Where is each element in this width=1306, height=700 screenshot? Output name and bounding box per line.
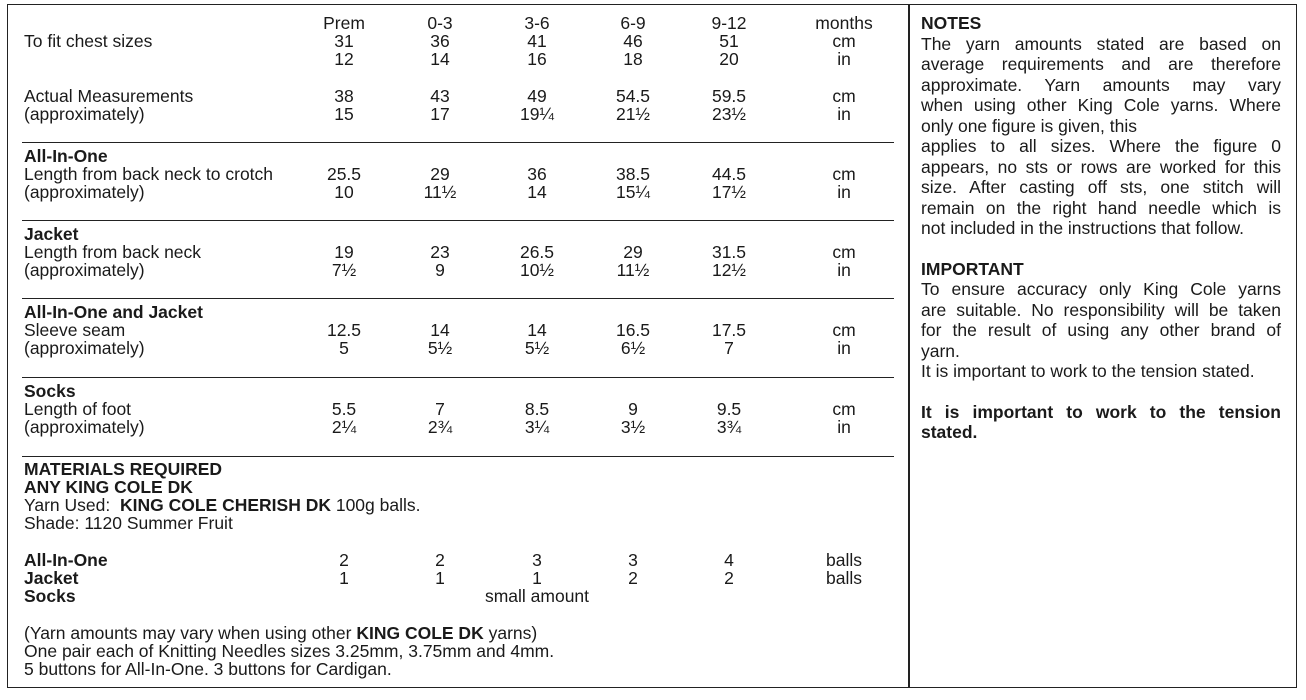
divider-4 — [22, 377, 894, 378]
notes-line: average requirements and are therefore — [921, 54, 1281, 74]
jacket-in-value: 7½ — [331, 260, 357, 280]
sleeve-in-value: 5 — [339, 338, 349, 358]
allinone-cm-value: 38.5 — [615, 164, 651, 184]
sleeve-in-value: 5½ — [524, 338, 550, 358]
actual-label1: Actual Measurements — [24, 86, 194, 106]
important-line: are suitable. No responsibility will be taken — [921, 299, 1281, 320]
jacket-cm-value: 19 — [334, 242, 354, 262]
sleeve-cm-value: 14 — [430, 320, 450, 340]
jacket-balls-value: 1 — [435, 568, 445, 588]
allinone-in-value: 14 — [527, 182, 547, 202]
chest-cm-value: 51 — [719, 31, 739, 51]
socks-in-value: 2¾ — [427, 417, 453, 437]
allinone-cm-value: 44.5 — [711, 164, 747, 184]
socks-cm-unit: cm — [832, 399, 856, 419]
chest-cm-unit: cm — [832, 31, 856, 51]
jacket-in-value: 11½ — [616, 260, 650, 280]
sleeve-heading: All-In-One and Jacket — [24, 302, 203, 322]
sleeve-cm-value: 14 — [527, 320, 547, 340]
jacket-balls-value: 2 — [628, 568, 638, 588]
notes-line: approximate. Yarn amounts may vary — [921, 74, 1281, 95]
sleeve-cm-value: 17.5 — [711, 320, 747, 340]
size-header: 6-9 — [620, 13, 646, 33]
jacket-in-unit: in — [837, 260, 851, 280]
actual-cm-value: 49 — [527, 86, 547, 106]
materials-subheading: ANY KING COLE DK — [24, 477, 193, 497]
allinone-in-value: 17½ — [711, 182, 747, 202]
notes-line: The yarn amounts stated are based on — [921, 33, 1281, 54]
notes-heading: NOTES — [921, 13, 982, 33]
actual-in-value: 17 — [430, 104, 450, 124]
allinone-balls-value: 3 — [532, 550, 542, 570]
tension-bold-word: stated — [921, 422, 973, 442]
size-header: Prem — [323, 13, 365, 33]
socks-small-amount: small amount — [484, 586, 590, 606]
balls-jacket-label: Jacket — [24, 568, 79, 588]
divider-5 — [22, 456, 894, 457]
notes-line: appears, no sts or rows are worked for this — [921, 156, 1281, 177]
shade: Shade: 1120 Summer Fruit — [24, 513, 233, 533]
allinone-in-value: 11½ — [423, 182, 457, 202]
sleeve-in-value: 5½ — [427, 338, 453, 358]
yarn-suffix: 100g balls. — [335, 495, 421, 515]
notes-line: applies to all sizes. Where the figure 0 — [921, 136, 1281, 156]
notes-line: size. After casting off sts, one stitch will — [921, 177, 1281, 197]
allinone-cm-value: 25.5 — [326, 164, 362, 184]
socks-in-value: 3½ — [620, 417, 646, 437]
allinone-label2: (approximately) — [24, 182, 145, 202]
materials-heading: MATERIALS REQUIRED — [24, 459, 223, 479]
chest-cm-value: 41 — [527, 31, 547, 51]
balls-unit-2: balls — [826, 568, 862, 588]
chest-in-value: 14 — [430, 49, 450, 69]
jacket-balls-value: 1 — [532, 568, 542, 588]
allinone-in-value: 15¼ — [615, 182, 651, 202]
socks-cm-value: 8.5 — [524, 399, 550, 419]
socks-cm-value: 7 — [435, 399, 445, 419]
chest-in-value: 18 — [623, 49, 643, 69]
allinone-cm-value: 29 — [430, 164, 450, 184]
actual-in-value: 19¼ — [519, 104, 555, 124]
actual-cm-unit: cm — [832, 86, 856, 106]
column-divider — [908, 4, 910, 688]
divider-3 — [22, 298, 894, 299]
jacket-in-value: 12½ — [711, 260, 747, 280]
yarn-note — [24, 624, 537, 642]
sleeve-label2: (approximately) — [24, 338, 145, 358]
tension-bold-line1: It is important to work to the tension — [921, 401, 1281, 422]
jacket-cm-value: 31.5 — [711, 242, 747, 262]
months-unit: months — [815, 13, 873, 33]
actual-cm-value: 38 — [334, 86, 354, 106]
socks-cm-value: 5.5 — [331, 399, 357, 419]
divider-1 — [22, 142, 894, 143]
balls-allinone-label: All-In-One — [24, 550, 108, 570]
allinone-heading: All-In-One — [24, 146, 108, 166]
jacket-heading: Jacket — [24, 224, 79, 244]
socks-in-value: 2¼ — [331, 417, 357, 437]
socks-heading: Socks — [24, 381, 76, 401]
chest-cm-value: 46 — [623, 31, 643, 51]
jacket-cm-value: 23 — [430, 242, 450, 262]
allinone-in-unit: in — [837, 182, 851, 202]
chest-in-value: 20 — [719, 49, 739, 69]
balls-unit-1: balls — [826, 550, 862, 570]
jacket-balls-value: 1 — [339, 568, 349, 588]
yarn-name: KING COLE CHERISH DK — [119, 495, 331, 515]
tension-bold-line2: stated. — [921, 422, 978, 442]
notes-line: not included in the instructions that follow. — [921, 218, 1244, 238]
sleeve-cm-value: 16.5 — [615, 320, 651, 340]
actual-cm-value: 59.5 — [711, 86, 747, 106]
allinone-cm-value: 36 — [527, 164, 547, 184]
allinone-cm-unit: cm — [832, 164, 856, 184]
sleeve-cm-unit: cm — [832, 320, 856, 340]
actual-in-unit: in — [837, 104, 851, 124]
important-line: for the result of using any other brand of — [921, 320, 1281, 340]
yarn-used — [24, 496, 421, 514]
size-header: 9-12 — [711, 13, 747, 33]
allinone-balls-value: 3 — [628, 550, 638, 570]
jacket-balls-value: 2 — [724, 568, 734, 588]
jacket-cm-value: 29 — [623, 242, 643, 262]
actual-in-value: 23½ — [711, 104, 747, 124]
jacket-in-value: 10½ — [519, 260, 555, 280]
balls-socks-label: Socks — [24, 586, 76, 606]
needles-line: One pair each of Knitting Needles sizes 3.25mm, 3.75mm and 4mm. — [24, 641, 555, 661]
jacket-label1: Length from back neck — [24, 242, 202, 262]
socks-cm-value: 9 — [628, 399, 638, 419]
sleeve-label1: Sleeve seam — [24, 320, 126, 340]
socks-in-unit: in — [837, 417, 851, 437]
chest-in-value: 12 — [334, 49, 354, 69]
notes-panel — [921, 13, 1281, 443]
important-line: yarn. — [921, 340, 960, 361]
chest-cm-value: 31 — [334, 31, 354, 51]
important-tension-line: It is important to work to the tension stated. — [921, 361, 1255, 381]
allinone-label1: Length from back neck to crotch — [24, 164, 274, 184]
actual-cm-value: 54.5 — [615, 86, 651, 106]
allinone-balls-value: 2 — [435, 550, 445, 570]
jacket-cm-value: 26.5 — [519, 242, 555, 262]
socks-label2: (approximately) — [24, 417, 145, 437]
chest-cm-value: 36 — [430, 31, 450, 51]
jacket-cm-unit: cm — [832, 242, 856, 262]
socks-in-value: 3¾ — [716, 417, 742, 437]
allinone-in-value: 10 — [334, 182, 354, 202]
size-header: 0-3 — [427, 13, 453, 33]
important-line: To ensure accuracy only King Cole yarns — [921, 279, 1281, 299]
actual-in-value: 15 — [334, 104, 354, 124]
chest-label: To fit chest sizes — [24, 31, 153, 51]
sleeve-in-value: 6½ — [620, 338, 646, 358]
actual-in-value: 21½ — [615, 104, 651, 124]
notes-line: remain on the right hand needle which is — [921, 197, 1281, 218]
allinone-balls-value: 2 — [339, 550, 349, 570]
sleeve-in-value: 7 — [724, 338, 734, 358]
actual-label2: (approximately) — [24, 104, 145, 124]
notes-line: when using other King Cole yarns. Where — [921, 95, 1281, 115]
note-prefix: (Yarn amounts may vary when using other — [24, 623, 352, 643]
divider-2 — [22, 220, 894, 221]
jacket-in-value: 9 — [435, 260, 445, 280]
chest-in-value: 16 — [527, 49, 547, 69]
actual-cm-value: 43 — [430, 86, 450, 106]
socks-label1: Length of foot — [24, 399, 132, 419]
important-heading: IMPORTANT — [921, 258, 1024, 279]
jacket-label2: (approximately) — [24, 260, 145, 280]
notes-line: only one figure is given, this — [921, 115, 1137, 136]
socks-cm-value: 9.5 — [716, 399, 742, 419]
allinone-balls-value: 4 — [724, 550, 734, 570]
chest-in-unit: in — [837, 49, 851, 69]
buttons-line: 5 buttons for All-In-One. 3 buttons for Cardigan. — [24, 659, 392, 679]
size-header: 3-6 — [524, 13, 550, 33]
socks-in-value: 3¼ — [524, 417, 550, 437]
yarn-prefix: Yarn Used: — [24, 495, 111, 515]
sleeve-cm-value: 12.5 — [326, 320, 362, 340]
note-suffix: yarns) — [488, 623, 538, 643]
note-brand: KING COLE DK — [356, 623, 484, 643]
sleeve-in-unit: in — [837, 338, 851, 358]
